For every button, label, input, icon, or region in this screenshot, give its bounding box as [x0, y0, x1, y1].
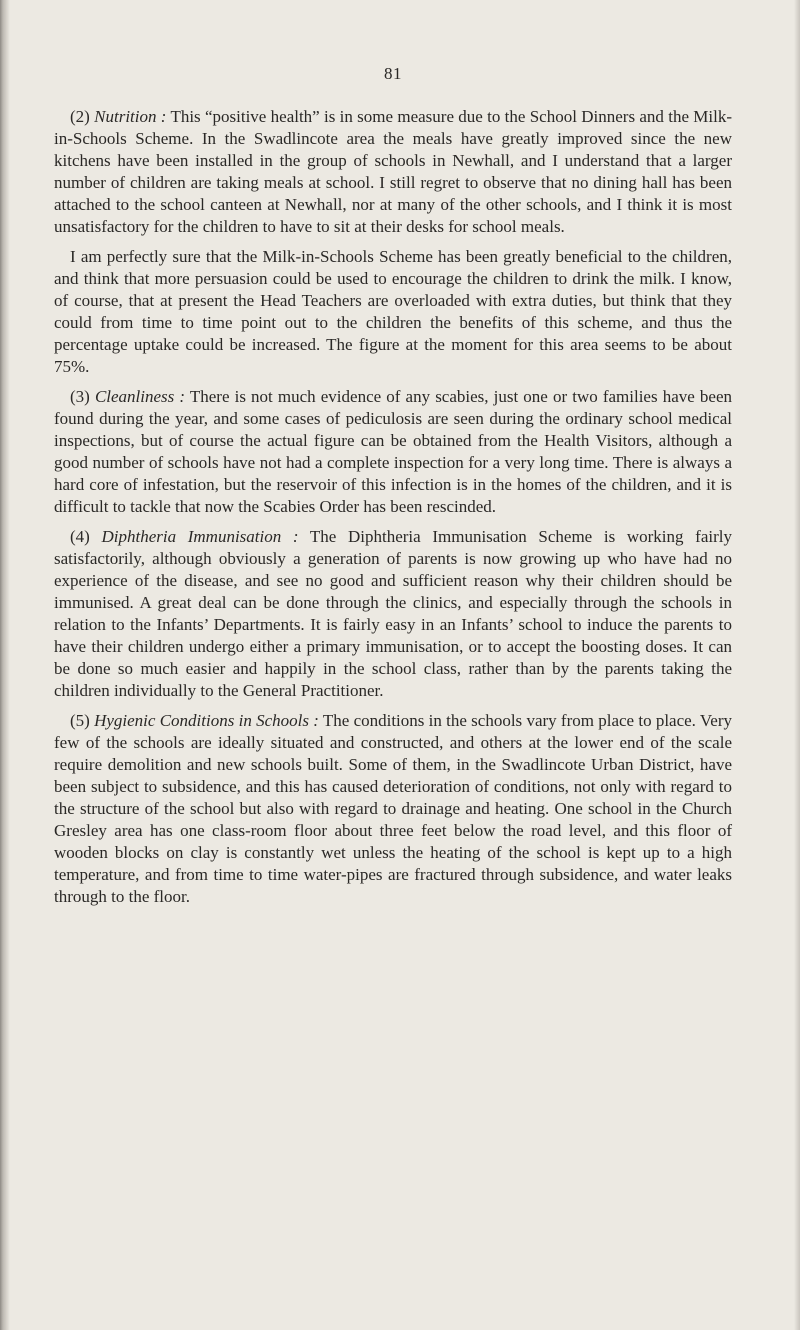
page-right-edge — [794, 0, 800, 1330]
paragraph-heading: Hygienic Conditions in Schools : — [94, 711, 319, 730]
paragraph-lead: (4) — [70, 527, 90, 546]
paragraph-lead: (2) — [70, 107, 90, 126]
page-binding-edge — [0, 0, 10, 1330]
paragraph-hygienic-conditions — [54, 710, 732, 908]
paragraph-diphtheria — [54, 526, 732, 702]
paragraph-text: I am perfectly sure that the Milk-in-Schools Scheme has been greatly beneficial to the children, and think that more persuasion could be used to encourage the children to drink the milk. I know, of course, that at present the Head Teachers are overloaded with extra duties, but think that they could from time to time point out to the children the benefits of this scheme, and thus the percentage uptake could be increased. The figure at the moment for this area seems to be about 75%. — [54, 247, 732, 376]
paragraph-text: The conditions in the schools vary from place to place. Very few of the schools are ideally situated and constructed, and others at the lower end of the scale require demolition and new schools built. Some of them, in the Swadlincote Urban District, have been subject to subsidence, and this has caused deterioration of conditions, not only with regard to the structure of the school but also with regard to drainage and heating. One school in the Church Gresley area has one class-room floor about three feet below the road level, and this floor of wooden blocks on clay is constantly wet unless the heating of the school is kept up to a high temperature, and from time to time water-pipes are fractured through subsidence, and water leaks through to the floor. — [54, 711, 732, 906]
paragraph-text: There is not much evidence of any scabies, just one or two families have been found during the year, and some cases of pediculosis are seen during the ordinary school medical inspections, but of course the actual figure can be obtained from the Health Visitors, although a good number of schools have not had a complete inspection for a very long time. There is always a hard core of infestation, but the reservoir of this infection is in the homes of the children, and it is difficult to tackle that now the Scabies Order has been rescinded. — [54, 387, 732, 516]
page-number: 81 — [384, 64, 402, 83]
paragraph-lead: (5) — [70, 711, 90, 730]
paragraph-heading: Diphtheria Immunisation : — [101, 527, 299, 546]
paragraph-milk-scheme — [54, 246, 732, 378]
document-body — [54, 106, 732, 916]
paragraph-nutrition — [54, 106, 732, 238]
paragraph-text: The Diphtheria Immunisation Scheme is working fairly satisfactorily, although obviously a generation of parents is now growing up who have had no experience of the disease, and see no good and sufficient reason why their children should be immunised. A great deal can be done through the clinics, and especially through the schools in relation to the Infants’ Departments. It is fairly easy in an Infants’ school to induce the parents to have their children undergo either a primary immunisation, or to accept the boosting doses. It can be done so much easier and happily in the school class, rather than by the parents taking the children individually to the General Practitioner. — [54, 527, 732, 700]
paragraph-text: This “positive health” is in some measure due to the School Dinners and the Milk-in-Schools Scheme. In the Swadlincote area the meals have greatly improved since the new kitchens have been installed in the group of schools in Newhall, and I understand that a larger number of children are taking meals at school. I still regret to observe that no dining hall has been attached to the school canteen at Newhall, nor at many of the other schools, and I think it is most unsatisfactory for the children to have to sit at their desks for school meals. — [54, 107, 733, 236]
paragraph-lead: (3) — [70, 387, 90, 406]
paragraph-heading: Nutrition : — [94, 107, 167, 126]
paragraph-heading: Cleanliness : — [94, 387, 186, 406]
paragraph-cleanliness — [54, 386, 732, 518]
